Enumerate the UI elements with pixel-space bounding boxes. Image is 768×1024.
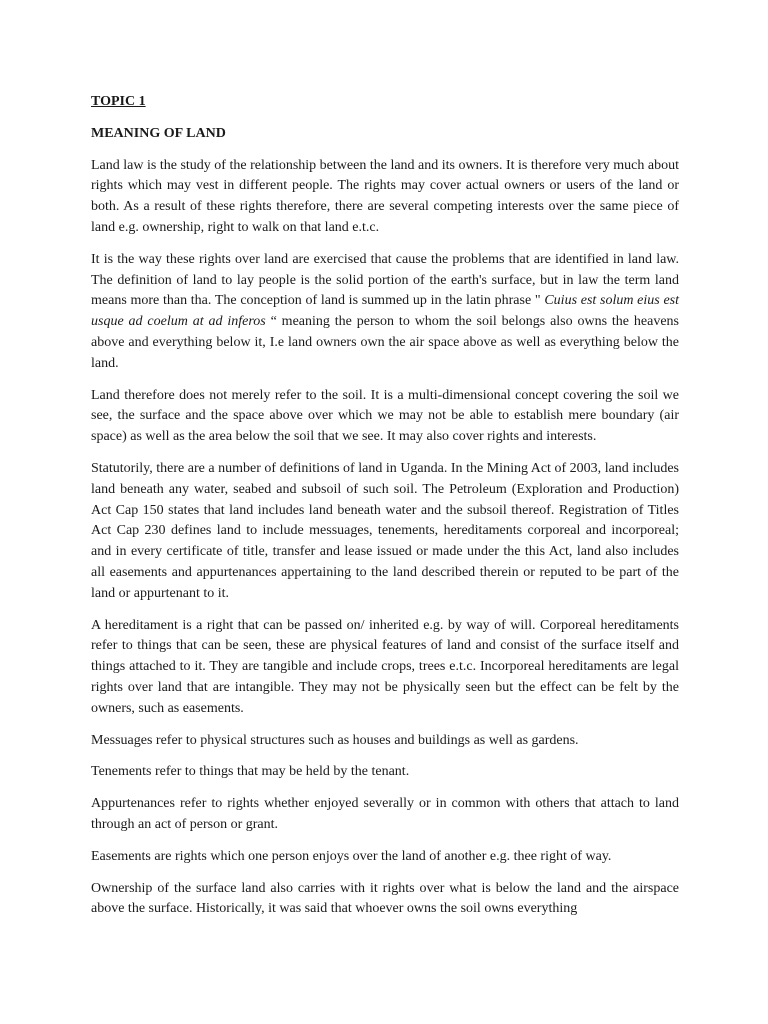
paragraph-messuages: Messuages refer to physical structures such as houses and buildings as well as gardens. bbox=[91, 732, 579, 748]
paragraph-tenements: Tenements refer to things that may be held by the tenant. bbox=[91, 764, 410, 780]
paragraph-multi-dimensional: Land therefore does not merely refer to the soil. It is a multi-dimensional concept covering the soil we see, the surface and the space above over which we may not be able to establish mere boundary (air space) as well as the area below the soil that we see. It may also cover rights and interests. bbox=[91, 387, 679, 445]
paragraph-land-law: Land law is the study of the relationship between the land and its owners. It is therefore very much about rights which may vest in different people. The rights may cover actual owners or users of the land or both. As a result of these rights therefore, there are several competing interests over the same piece of land e.g. ownership, right to walk on that land e.t.c. bbox=[91, 157, 679, 235]
topic-heading: TOPIC 1 bbox=[91, 94, 146, 109]
paragraph-easements: Easements are rights which one person enjoys over the land of another e.g. thee right of way. bbox=[91, 848, 612, 864]
paragraph-definition bbox=[91, 250, 679, 375]
paragraph-ownership: Ownership of the surface land also carries with it rights over what is below the land and the airspace above the surface. Historically, it was said that whoever owns the soil owns everything bbox=[91, 880, 679, 917]
paragraph-definition-meaning: “ meaning the person to whom the soil belongs also owns the heavens above and everything below it, I.e land owners own the air space above as well as everything below the land. bbox=[91, 314, 679, 371]
paragraph-statutory: Statutorily, there are a number of definitions of land in Uganda. In the Mining Act of 2003, land includes land beneath any water, seabed and subsoil of such soil. The Petroleum (Exploration and Production) Act Cap 150 states that land includes land beneath water and the subsoil thereof. Registration of Titles Act Cap 230 defines land to include messuages, tenements, hereditaments corporeal and incorporeal; and in every certificate of title, transfer and lease issued or made under the this Act, land also includes all easements and appurtenances appertaining to the land described therein or reputed to be part of the land or appurtenant to it. bbox=[91, 460, 679, 601]
paragraph-hereditament: A hereditament is a right that can be passed on/ inherited e.g. by way of will. Corporeal hereditaments refer to things that can be seen, these are physical features of land and consist of the surface itself and things attached to it. They are tangible and include crops, trees e.t.c. Incorporeal hereditaments are legal rights over land that are intangible. They may not be physically seen but the effect can be felt by the owners, such as easements. bbox=[91, 617, 679, 716]
section-heading: MEANING OF LAND bbox=[91, 125, 226, 141]
paragraph-definition-text: It is the way these rights over land are exercised that cause the problems that are identified in land law. The definition of land to lay people is the solid portion of the earth's surface, but in law the term land means more than tha. The conception of land is summed up in the latin phrase " bbox=[91, 251, 679, 309]
latin-phrase: Cuius est solum eius est usque ad coelum at ad inferos bbox=[91, 293, 679, 330]
document-page bbox=[91, 92, 679, 931]
paragraph-appurtenances: Appurtenances refer to rights whether enjoyed severally or in common with others that attach to land through an act of person or grant. bbox=[91, 796, 679, 832]
